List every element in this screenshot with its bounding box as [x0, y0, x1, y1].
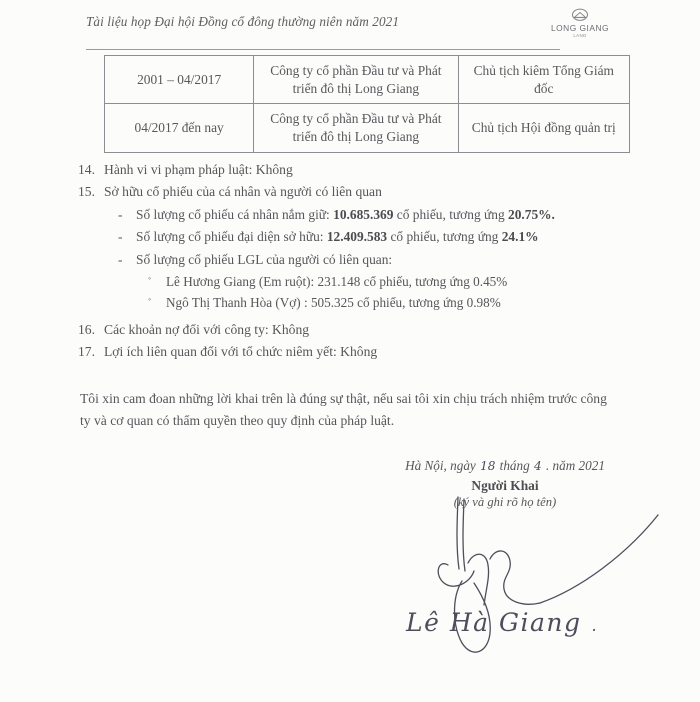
handwritten-signature — [390, 485, 690, 665]
item-14-text: Hành vi vi phạm pháp luật: Không — [104, 162, 293, 177]
signature-date-line — [380, 458, 630, 474]
related-person-amount: : 505.325 — [303, 295, 354, 311]
handwritten-name-dot: . — [591, 616, 599, 635]
related-person-amount: 231.148 — [317, 273, 361, 289]
cell-organization: Công ty cổ phần Đầu tư và Phát triển đô thị Long Giang — [254, 56, 458, 104]
item-17-number: 17. — [78, 344, 95, 360]
dash-marker: - — [118, 229, 123, 245]
item-16 — [0, 320, 700, 340]
long-giang-logo-icon — [571, 8, 589, 23]
header-title: Tài liệu họp Đại hội Đồng cổ đông thường niên năm 2021 — [86, 14, 400, 29]
personal-shares-amount: 10.685.369 — [333, 206, 394, 222]
represented-shares-unit: cổ phiếu, tương ứng — [390, 229, 499, 245]
circle-marker-icon: ◦ — [148, 272, 152, 283]
represented-shares-percent: 24.1% — [501, 229, 539, 245]
table-row — [105, 104, 630, 152]
related-person-row — [0, 272, 700, 292]
item-17-text: Lợi ích liên quan đối với tổ chức niêm yết: Không — [104, 344, 378, 360]
signature-year: . năm 2021 — [545, 458, 605, 473]
item-17 — [0, 342, 700, 362]
cell-organization: Công ty cổ phần Đầu tư và Phát triển đô thị Long Giang — [254, 104, 458, 152]
represented-shares-amount: 12.409.583 — [326, 229, 388, 245]
related-shares-line — [0, 250, 700, 270]
related-person-unit: cổ phiếu, tương ứng — [357, 295, 464, 311]
dash-marker: - — [118, 206, 123, 222]
handwritten-month: 4 — [534, 459, 542, 473]
signature-place: Hà Nội, ngày — [405, 458, 476, 473]
cell-role: Chủ tịch kiêm Tổng Giám đốc — [458, 56, 629, 104]
related-person-percent: 0.98% — [466, 295, 501, 311]
represented-shares-line — [0, 227, 700, 247]
personal-shares-line — [0, 205, 700, 225]
logo-wordmark: LONG GIANG — [550, 23, 610, 33]
item-15 — [0, 182, 700, 202]
dash-marker: - — [118, 251, 123, 267]
cell-period: 04/2017 đến nay — [105, 104, 254, 152]
item-16-number: 16. — [78, 321, 95, 337]
handwritten-day: 18 — [480, 459, 496, 473]
item-15-number: 15. — [78, 184, 95, 200]
company-logo — [534, 8, 626, 39]
item-16-text: Các khoản nợ đối với công ty: Không — [104, 321, 310, 337]
cell-period: 2001 – 04/2017 — [105, 56, 254, 104]
personal-shares-unit: cổ phiếu, tương ứng — [396, 206, 505, 222]
signatory-role: Người Khai — [471, 478, 539, 493]
related-person-name: Lê Hương Giang (Em ruột): — [166, 273, 315, 289]
item-15-text: Sở hữu cổ phiếu của cá nhân và người có liên quan — [104, 184, 382, 200]
signature-instruction: (ký và ghi rõ họ tên) — [453, 495, 557, 509]
item-14 — [0, 160, 700, 180]
related-person-name: Ngô Thị Thanh Hòa (Vợ) — [166, 295, 301, 311]
circle-marker-icon: ◦ — [148, 294, 152, 305]
personal-shares-label: Số lượng cổ phiếu cá nhân nắm giữ: — [136, 206, 330, 222]
closing-declaration: Tôi xin cam đoan những lời khai trên là đúng sự thật, nếu sai tôi xin chịu trách nhiệm trước công ty và cơ quan có thẩm quyền theo quy định của pháp luật. — [80, 391, 607, 429]
work-history-table — [104, 55, 630, 153]
document-body — [0, 160, 700, 365]
related-shares-label: Số lượng cổ phiếu LGL của người có liên quan: — [136, 251, 393, 267]
signature-month-label: tháng — [499, 458, 530, 473]
represented-shares-label: Số lượng cổ phiếu đại diện sở hữu: — [136, 229, 324, 245]
logo-subtext: LAND — [573, 33, 587, 39]
handwritten-signatory-name — [406, 608, 636, 637]
header-divider — [86, 49, 560, 50]
related-person-row — [0, 293, 700, 313]
table-row — [105, 56, 630, 104]
related-person-percent: 0.45% — [473, 273, 508, 289]
cell-role: Chủ tịch Hội đồng quản trị — [458, 104, 629, 152]
handwritten-name-text: Lê Hà Giang — [406, 608, 582, 637]
page-header — [0, 8, 700, 48]
personal-shares-percent: 20.75%. — [508, 206, 555, 222]
item-14-number: 14. — [78, 162, 95, 177]
related-person-unit: cổ phiếu, tương ứng — [363, 273, 470, 289]
